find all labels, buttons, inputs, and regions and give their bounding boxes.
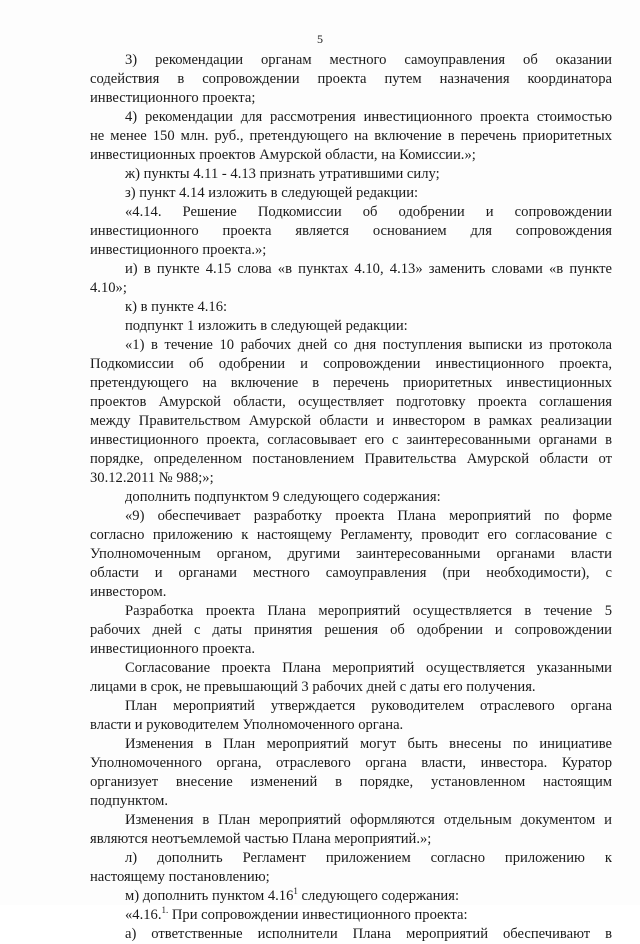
text-line: [90, 906, 612, 925]
line-text: инвестиционного проекта, согласовывает его с заинтересованными органами в: [90, 432, 612, 448]
line-text: «4.14. Решение Подкомиссии об одобрении и сопровождении: [125, 204, 612, 220]
text-line: [90, 773, 612, 792]
text-line: [90, 317, 612, 336]
text-line: [90, 849, 612, 868]
line-text: Изменения в План мероприятий оформляются отдельным документом и: [125, 812, 612, 828]
line-text: 3) рекомендации органам местного самоуправления об оказании: [125, 52, 612, 68]
text-line: [90, 70, 612, 89]
line-text: «1) в течение 10 рабочих дней со дня поступления выписки из протокола: [125, 337, 612, 353]
line-text: между Правительством Амурской области и инвестором в рамках реализации: [90, 413, 612, 429]
text-line: [90, 583, 612, 602]
line-text-rest: При сопровождении инвестиционного проекта:: [168, 907, 468, 923]
line-text: претендующего на включение в перечень приоритетных инвестиционных: [90, 375, 612, 391]
line-text: власти и руководителем Уполномоченного органа.: [90, 717, 404, 733]
text-line: [90, 564, 612, 583]
line-text: и) в пункте 4.15 слова «в пунктах 4.10, 4.13» заменить словами «в пункте: [125, 261, 612, 277]
line-text: инвестиционного проекта является основанием для сопровождения: [90, 223, 612, 239]
line-text: инвестиционного проекта;: [90, 90, 256, 106]
text-line: [90, 621, 612, 640]
line-text: содействия в сопровождении проекта путем назначения координатора: [90, 71, 612, 87]
line-text: инвестиционного проекта.»;: [90, 242, 267, 258]
line-text: инвестиционных проектов Амурской области, на Комиссии.»;: [90, 147, 476, 163]
text-line: [90, 469, 612, 488]
text-line: [90, 792, 612, 811]
text-line: [90, 184, 612, 203]
line-text: 4) рекомендации для рассмотрения инвестиционного проекта стоимостью: [125, 109, 612, 125]
text-line: [90, 412, 612, 431]
line-text: Уполномоченным органом, другими заинтересованными органами власти: [90, 546, 612, 562]
text-line: [90, 697, 612, 716]
text-line: [90, 659, 612, 678]
line-text: Изменения в План мероприятий могут быть внесены по инициативе: [125, 736, 612, 752]
line-text: порядке, определенном постановлением Правительства Амурской области от: [90, 451, 612, 467]
line-text: подпунктом.: [90, 793, 169, 809]
text-line: [90, 393, 612, 412]
line-text: Согласование проекта Плана мероприятий осуществляется указанными: [125, 660, 612, 676]
line-text: л) дополнить Регламент приложением согласно приложению к: [125, 850, 612, 866]
line-text: настоящему постановлению;: [90, 869, 270, 885]
line-text: подпункт 1 изложить в следующей редакции:: [125, 318, 408, 334]
text-line: [90, 811, 612, 830]
document-body: [90, 51, 612, 944]
text-line: [90, 127, 612, 146]
text-line: [90, 260, 612, 279]
text-line: [90, 336, 612, 355]
line-text: з) пункт 4.14 изложить в следующей редакции:: [125, 185, 419, 201]
text-line: [90, 602, 612, 621]
line-text: План мероприятий утверждается руководителем отраслевого органа: [125, 698, 612, 714]
line-text: согласно приложению к настоящему Регламенту, проводит его согласование с: [90, 527, 612, 543]
line-text: рабочих дней с даты принятия решения об одобрении и сопровождении: [90, 622, 612, 638]
text-line: [90, 716, 612, 735]
superscript: 1: [293, 886, 298, 897]
text-line: [90, 640, 612, 659]
text-line: [90, 887, 612, 906]
text-line: [90, 51, 612, 70]
text-line: [90, 507, 612, 526]
text-line: [90, 526, 612, 545]
text-line: [90, 222, 612, 241]
line-text: организует внесение изменений в порядке, установленном настоящим: [90, 774, 612, 790]
text-line: [90, 241, 612, 260]
line-text: а) ответственные исполнители Плана мероприятий обеспечивают в: [125, 926, 612, 942]
text-line: [90, 298, 612, 317]
text-line: [90, 89, 612, 108]
superscript: 1.: [161, 905, 169, 916]
line-text: Разработка проекта Плана мероприятий осуществляется в течение 5: [125, 603, 612, 619]
line-text: не менее 150 млн. руб., претендующего на включение в перечень приоритетных: [90, 128, 612, 144]
text-line: [90, 279, 612, 298]
line-text: ж) пункты 4.11 - 4.13 признать утратившими силу;: [125, 166, 440, 182]
text-line: [90, 374, 612, 393]
line-text-rest: следующего содержания:: [297, 888, 460, 904]
text-line: [90, 830, 612, 849]
text-line: [90, 868, 612, 887]
text-line: [90, 431, 612, 450]
text-line: [90, 488, 612, 507]
line-text: Уполномоченного органа, отраслевого органа власти, инвестора. Куратор: [90, 755, 612, 771]
page-number: 5: [317, 32, 323, 46]
text-line: [90, 678, 612, 697]
text-line: [90, 735, 612, 754]
line-text: Подкомиссии об одобрении и сопровождении инвестиционного проекта,: [90, 356, 612, 372]
line-text: инвестиционного проекта.: [90, 641, 255, 657]
line-text: являются неотъемлемой частью Плана мероприятий.»;: [90, 831, 432, 847]
text-line: [90, 146, 612, 165]
text-line: [90, 355, 612, 374]
text-line: [90, 545, 612, 564]
line-text: к) в пункте 4.16:: [125, 299, 228, 315]
line-text: м) дополнить пунктом 4.16: [125, 888, 294, 904]
text-line: [90, 450, 612, 469]
line-text: области и органами местного самоуправления (при необходимости), с: [90, 565, 612, 581]
line-text: проектов Амурской области, осуществляет подготовку проекта соглашения: [90, 394, 612, 410]
text-line: [90, 203, 612, 222]
line-text: «9) обеспечивает разработку проекта Плана мероприятий по форме: [125, 508, 612, 524]
line-text: «4.16.: [125, 907, 162, 923]
text-line: [90, 754, 612, 773]
text-line: [90, 165, 612, 184]
line-text: лицами в срок, не превышающий 3 рабочих дней с даты его получения.: [90, 679, 536, 695]
line-text: 4.10»;: [90, 280, 127, 296]
text-line: [90, 108, 612, 127]
line-text: 30.12.2011 № 988;»;: [90, 470, 214, 486]
line-text: дополнить подпунктом 9 следующего содержания:: [125, 489, 441, 505]
text-line: [90, 925, 612, 944]
line-text: инвестором.: [90, 584, 167, 600]
